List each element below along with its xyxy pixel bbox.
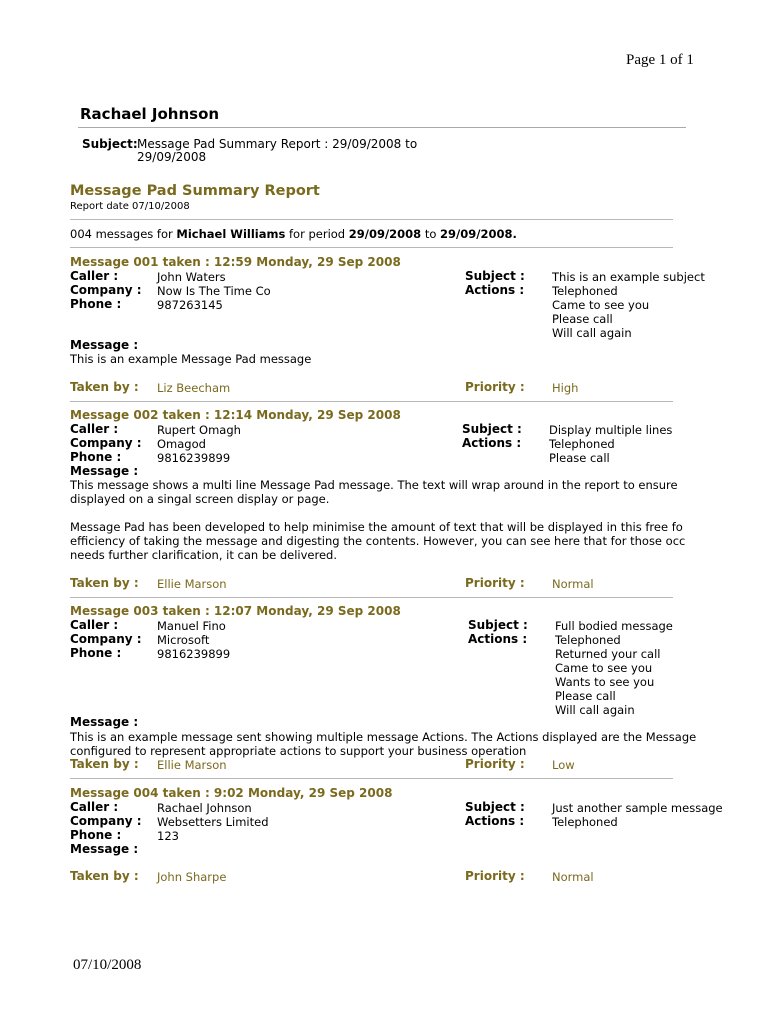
action-item: Telephoned bbox=[552, 815, 618, 829]
caller-label: Caller : bbox=[70, 800, 119, 814]
priority-label: Priority : bbox=[465, 380, 525, 394]
message-heading: Message 002 taken : 12:14 Monday, 29 Sep 2008 bbox=[70, 408, 401, 422]
caller-value: Manuel Fino bbox=[157, 619, 226, 633]
taken-by-value: Ellie Marson bbox=[157, 758, 227, 772]
phone-value: 9816239899 bbox=[157, 451, 231, 465]
action-item: Came to see you bbox=[555, 661, 653, 675]
actions-label: Actions : bbox=[465, 283, 525, 297]
report-rule-top bbox=[70, 219, 673, 220]
summary-prefix: 004 messages for bbox=[70, 227, 177, 241]
caller-value: Rupert Omagh bbox=[157, 423, 241, 437]
message-label: Message : bbox=[70, 842, 139, 856]
taken-by-value: John Sharpe bbox=[157, 870, 227, 884]
action-item: Returned your call bbox=[555, 647, 661, 661]
subject-label: Subject : bbox=[462, 422, 522, 436]
company-label: Company : bbox=[70, 632, 142, 646]
action-item: Telephoned bbox=[555, 633, 621, 647]
priority-value: Normal bbox=[552, 870, 594, 884]
subject-value: Just another sample message bbox=[552, 801, 723, 815]
subject-label: Subject : bbox=[468, 618, 528, 632]
message-label: Message : bbox=[70, 338, 139, 352]
action-item: Came to see you bbox=[552, 298, 650, 312]
message-body-line: This is an example message sent showing multiple message Actions. The Actions displayed are the Message bbox=[70, 730, 697, 744]
company-label: Company : bbox=[70, 436, 142, 450]
taken-by-label: Taken by : bbox=[70, 380, 139, 394]
message-body-line: configured to represent appropriate actions to support your business operation bbox=[70, 744, 527, 758]
recipient-name: Rachael Johnson bbox=[80, 105, 220, 123]
subject-value: This is an example subject bbox=[552, 270, 705, 284]
message-heading: Message 001 taken : 12:59 Monday, 29 Sep 2008 bbox=[70, 255, 401, 269]
report-rule-summary bbox=[70, 247, 673, 248]
message-body-line: This is an example Message Pad message bbox=[70, 352, 312, 366]
footer-date: 07/10/2008 bbox=[73, 957, 142, 973]
report-title: Message Pad Summary Report bbox=[70, 183, 320, 199]
company-label: Company : bbox=[70, 814, 142, 828]
taken-by-label: Taken by : bbox=[70, 576, 139, 590]
caller-value: Rachael Johnson bbox=[157, 801, 252, 815]
actions-label: Actions : bbox=[468, 632, 528, 646]
phone-value: 987263145 bbox=[157, 298, 223, 312]
action-item: Please call bbox=[555, 689, 616, 703]
phone-value: 123 bbox=[157, 829, 179, 843]
company-value: Websetters Limited bbox=[157, 815, 269, 829]
caller-label: Caller : bbox=[70, 269, 119, 283]
message-divider bbox=[70, 401, 673, 402]
caller-label: Caller : bbox=[70, 422, 119, 436]
summary-name: Michael Williams bbox=[176, 227, 286, 241]
message-body-line: needs further clarification, it can be delivered. bbox=[70, 548, 338, 562]
taken-by-value: Liz Beecham bbox=[157, 381, 231, 395]
subject-label: Subject: bbox=[82, 137, 138, 151]
message-divider bbox=[70, 778, 673, 779]
subject-line-2: 29/09/2008 bbox=[137, 150, 207, 164]
summary-mid: for period bbox=[285, 227, 349, 241]
priority-value: Low bbox=[552, 758, 575, 772]
phone-label: Phone : bbox=[70, 450, 122, 464]
subject-value: Display multiple lines bbox=[549, 423, 673, 437]
priority-label: Priority : bbox=[465, 576, 525, 590]
message-body-line: displayed on a singal screen display or page. bbox=[70, 492, 330, 506]
priority-label: Priority : bbox=[465, 757, 525, 771]
priority-value: High bbox=[552, 381, 579, 395]
taken-by-value: Ellie Marson bbox=[157, 577, 227, 591]
company-value: Omagod bbox=[157, 437, 206, 451]
phone-label: Phone : bbox=[70, 646, 122, 660]
report-date: Report date 07/10/2008 bbox=[70, 201, 190, 212]
message-body-line: efficiency of taking the message and digesting the contents. However, you can see here that for those occ bbox=[70, 534, 686, 548]
company-label: Company : bbox=[70, 283, 142, 297]
message-body-line: This message shows a multi line Message Pad message. The text will wrap around in the report to ensure bbox=[70, 478, 678, 492]
taken-by-label: Taken by : bbox=[70, 757, 139, 771]
taken-by-label: Taken by : bbox=[70, 869, 139, 883]
subject-label: Subject : bbox=[465, 269, 525, 283]
actions-label: Actions : bbox=[465, 814, 525, 828]
caller-label: Caller : bbox=[70, 618, 119, 632]
phone-label: Phone : bbox=[70, 828, 122, 842]
subject-value: Full bodied message bbox=[555, 619, 673, 633]
message-divider bbox=[70, 597, 673, 598]
actions-label: Actions : bbox=[462, 436, 522, 450]
action-item: Please call bbox=[549, 451, 610, 465]
company-value: Now Is The Time Co bbox=[157, 284, 271, 298]
subject-line-1: Message Pad Summary Report : 29/09/2008 to bbox=[137, 137, 418, 151]
message-heading: Message 004 taken : 9:02 Monday, 29 Sep 2008 bbox=[70, 786, 393, 800]
priority-label: Priority : bbox=[465, 869, 525, 883]
summary-end: . bbox=[512, 227, 517, 241]
message-label: Message : bbox=[70, 715, 139, 729]
caller-value: John Waters bbox=[157, 270, 226, 284]
phone-label: Phone : bbox=[70, 297, 122, 311]
summary-to-word: to bbox=[421, 227, 441, 241]
subject-label: Subject : bbox=[465, 800, 525, 814]
action-item: Please call bbox=[552, 312, 613, 326]
page-number: Page 1 of 1 bbox=[626, 52, 694, 68]
message-body-line: Message Pad has been developed to help minimise the amount of text that will be displayed in this free fo bbox=[70, 520, 683, 534]
message-label: Message : bbox=[70, 464, 139, 478]
message-heading: Message 003 taken : 12:07 Monday, 29 Sep 2008 bbox=[70, 604, 401, 618]
company-value: Microsoft bbox=[157, 633, 210, 647]
summary-to: 29/09/2008 bbox=[440, 227, 513, 241]
action-item: Will call again bbox=[552, 326, 632, 340]
action-item: Wants to see you bbox=[555, 675, 655, 689]
priority-value: Normal bbox=[552, 577, 594, 591]
action-item: Will call again bbox=[555, 703, 635, 717]
phone-value: 9816239899 bbox=[157, 647, 231, 661]
action-item: Telephoned bbox=[549, 437, 615, 451]
report-summary bbox=[70, 227, 517, 241]
summary-from: 29/09/2008 bbox=[348, 227, 422, 241]
action-item: Telephoned bbox=[552, 284, 618, 298]
